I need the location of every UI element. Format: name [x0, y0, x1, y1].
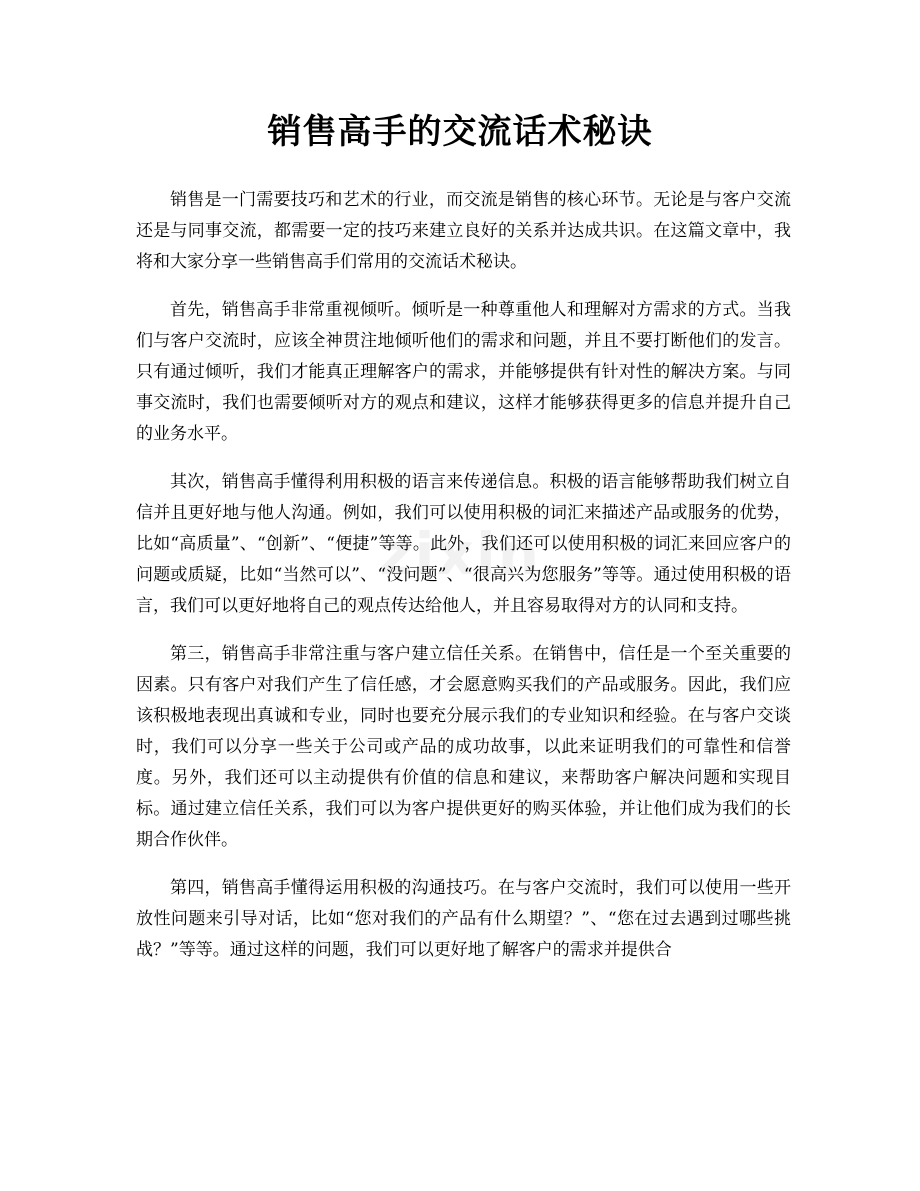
paragraph-positive-language: 其次，销售高手懂得利用积极的语言来传递信息。积极的语言能够帮助我们树立自信并且更好地与他人沟通。例如，我们可以使用积极的词汇来描述产品或服务的优势，比如“高质量”、“创新”、“便捷”等等。此外，我们还可以使用积极的词汇来回应客户的问题或质疑，比如“当然可以”、“没问题”、“很高兴为您服务”等等。通过使用积极的语言，我们可以更好地将自己的观点传达给他人，并且容易取得对方的认同和支持。: [136, 472, 791, 616]
watermark: zixin: [378, 520, 542, 588]
document-body: [136, 185, 791, 983]
paragraph-listening: 首先，销售高手非常重视倾听。倾听是一种尊重他人和理解对方需求的方式。当我们与客户交流时，应该全神贯注地倾听他们的需求和问题，并且不要打断他们的发言。只有通过倾听，我们才能真正理解客户的需求，并能够提供有针对性的解决方案。与同事交流时，我们也需要倾听对方的观点和建议，这样才能够获得更多的信息并提升自己的业务水平。: [136, 300, 791, 444]
paragraph-intro: 销售是一门需要技巧和艺术的行业，而交流是销售的核心环节。无论是与客户交流还是与同事交流，都需要一定的技巧来建立良好的关系并达成共识。在这篇文章中，我将和大家分享一些销售高手们常用的交流话术秘诀。: [136, 190, 791, 272]
document-title: 销售高手的交流话术秘诀: [267, 112, 653, 152]
paragraph-trust: 第三，销售高手非常注重与客户建立信任关系。在销售中，信任是一个至关重要的因素。只有客户对我们产生了信任感，才会愿意购买我们的产品或服务。因此，我们应该积极地表现出真诚和专业，同时也要充分展示我们的专业知识和经验。在与客户交谈时，我们可以分享一些关于公司或产品的成功故事，以此来证明我们的可靠性和信誉度。另外，我们还可以主动提供有价值的信息和建议，来帮助客户解决问题和实现目标。通过建立信任关系，我们可以为客户提供更好的购买体验，并让他们成为我们的长期合作伙伴。: [136, 644, 791, 850]
paragraph-communication-skills: 第四，销售高手懂得运用积极的沟通技巧。在与客户交流时，我们可以使用一些开放性问题来引导对话，比如“您对我们的产品有什么期望？”、“您在过去遇到过哪些挑战？”等等。通过这样的问题，我们可以更好地了解客户的需求并提供合: [136, 878, 791, 960]
